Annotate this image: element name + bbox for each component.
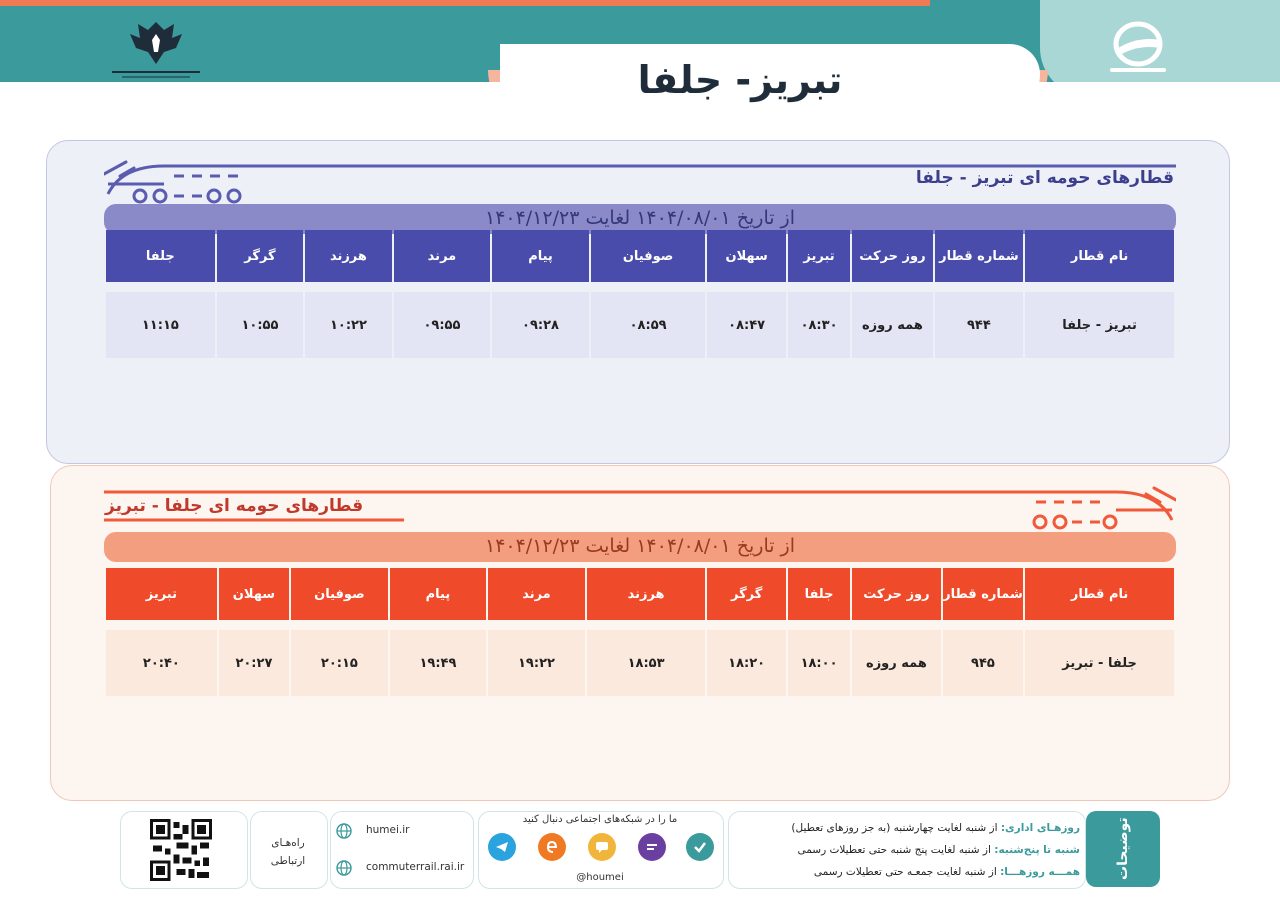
time-cell: ۰۸:۵۹ [591,292,706,358]
header-cell: مرند [488,568,585,620]
header-cell: سهلان [707,230,785,282]
emblem-icon [108,18,204,82]
outbound-date-range: از تاریخ ۱۴۰۴/۰۸/۰۱ لغایت ۱۴۰۴/۱۲/۲۳ [104,204,1176,234]
header-cell: روز حرکت [852,230,932,282]
header-cell: شماره قطار [943,568,1023,620]
message-icon[interactable] [638,833,666,861]
time-cell: ۱۰:۵۵ [217,292,303,358]
time-cell: ۰۹:۲۸ [492,292,589,358]
return-title: قطارهای حومه ای جلفا - تبریز [105,496,364,516]
header-cell: صوفیان [591,230,706,282]
website-link-humei[interactable]: humei.ir [366,824,410,836]
header-cell: شماره قطار [935,230,1024,282]
time-cell: ۱۰:۲۲ [305,292,391,358]
globe-icon [336,860,352,876]
table-row [106,630,1174,696]
time-cell: ۱۸:۵۳ [587,630,706,696]
header-cell: نام قطار [1025,230,1174,282]
social-handle: @houmei [576,872,624,883]
return-schedule-table [104,568,1176,696]
contact-label [250,834,326,870]
note-sat-thu: شنبه تا پنج‌شنبه: از شنبه لغایت پنج شنبه حتی تعطیلات رسمی [797,844,1080,856]
outbound-schedule-table [104,230,1176,358]
header-cell: هرزند [587,568,706,620]
contact-label-line2: ارتباطی [270,855,306,867]
header-cell: تبریز [106,568,217,620]
train-number-cell: ۹۴۴ [935,292,1024,358]
note-office-days: روزهـای اداری: از شنبه لغایت چهارشنبه (به جز روزهای تعطیل) [791,822,1080,834]
time-cell: ۲۰:۱۵ [291,630,388,696]
departure-day-cell: همه روزه [852,292,932,358]
page-title: تبریز- جلفا [637,58,843,102]
time-cell: ۱۸:۰۰ [788,630,850,696]
header-accent-strip [0,0,930,6]
train-number-cell: ۹۴۵ [943,630,1023,696]
contact-label-line1: راه‌هـای [271,837,305,849]
outbound-title: قطارهای حومه ای تبریز - جلفا [915,168,1174,188]
time-cell: ۰۸:۳۰ [788,292,850,358]
railway-logo-icon [1102,18,1174,78]
time-cell: ۲۰:۴۰ [106,630,217,696]
social-title: ما را در شبکه‌های اجتماعی دنبال کنید [522,814,678,825]
qr-code-icon[interactable] [150,819,212,881]
header-cell: جلفا [788,568,850,620]
time-cell: ۱۱:۱۵ [106,292,215,358]
time-cell: ۲۰:۲۷ [219,630,289,696]
table-header-row [106,230,1174,282]
header-cell: سهلان [219,568,289,620]
time-cell: ۱۹:۲۲ [488,630,585,696]
header-cell: مرند [394,230,491,282]
header-cell: پیام [390,568,487,620]
header-cell: گرگر [217,230,303,282]
globe-icon [336,823,352,839]
header-cell: پیام [492,230,589,282]
header-cell: جلفا [106,230,215,282]
header-cell: صوفیان [291,568,388,620]
table-row [106,292,1174,358]
train-name-cell: جلفا - تبریز [1025,630,1174,696]
time-cell: ۱۹:۴۹ [390,630,487,696]
header-cell: هرزند [305,230,391,282]
departure-day-cell: همه روزه [852,630,941,696]
website-link-commuterrail[interactable]: commuterrail.rai.ir [366,861,465,873]
chat-icon[interactable] [588,833,616,861]
header-cell: نام قطار [1025,568,1174,620]
check-icon[interactable] [686,833,714,861]
time-cell: ۱۸:۲۰ [707,630,785,696]
telegram-icon[interactable] [488,833,516,861]
table-header-row [106,568,1174,620]
time-cell: ۰۸:۴۷ [707,292,785,358]
header-cell: گرگر [707,568,785,620]
time-cell: ۰۹:۵۵ [394,292,491,358]
eitaa-icon[interactable] [538,833,566,861]
note-all-days: همـــه روزهـــا: از شنبه لغایت جمعـه حتی تعطیلات رسمی [813,866,1080,878]
train-name-cell: تبریز - جلفا [1025,292,1174,358]
header-cell: تبریز [788,230,850,282]
description-label: توضیحات [1115,817,1131,881]
header-cell: روز حرکت [852,568,941,620]
return-date-range: از تاریخ ۱۴۰۴/۰۸/۰۱ لغایت ۱۴۰۴/۱۲/۲۳ [104,532,1176,562]
